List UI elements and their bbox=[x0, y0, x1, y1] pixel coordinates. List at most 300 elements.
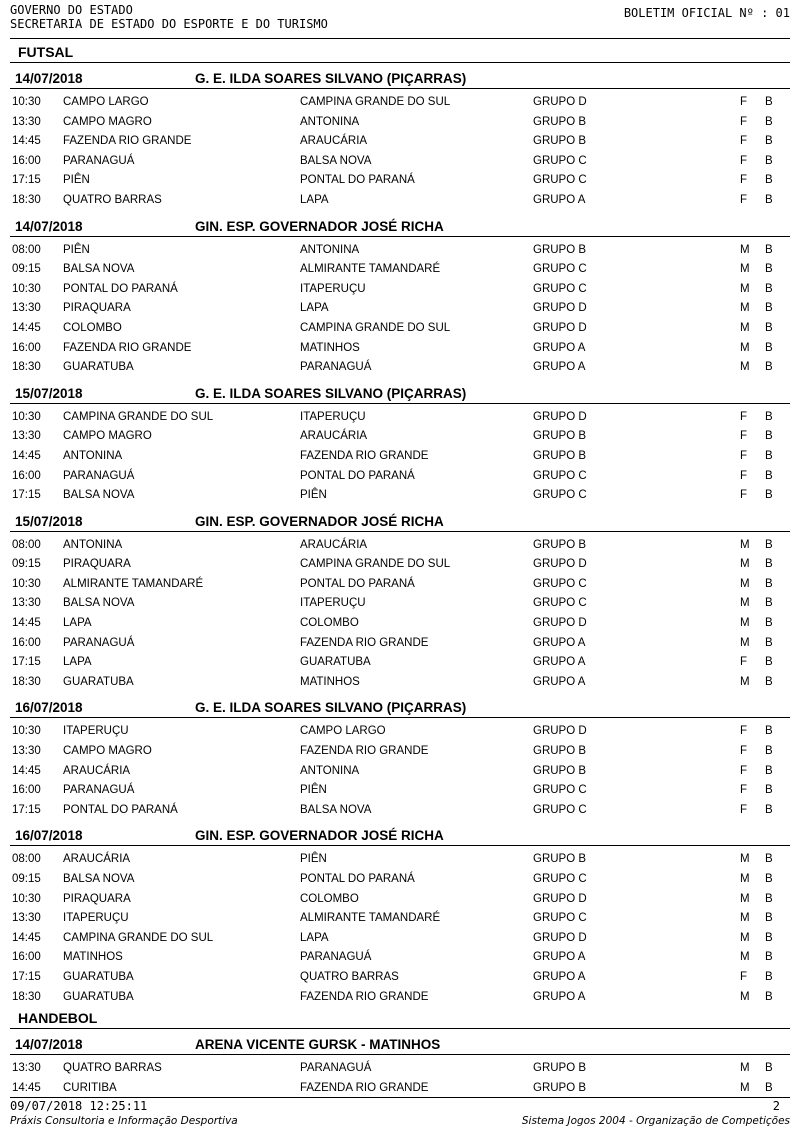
game-away-team: PONTAL DO PARANÁ bbox=[300, 577, 415, 590]
game-group: GRUPO C bbox=[533, 154, 587, 167]
game-away-team: FAZENDA RIO GRANDE bbox=[300, 1081, 429, 1094]
game-home-team: LAPA bbox=[63, 656, 92, 669]
game-home-team: CAMPO MAGRO bbox=[63, 745, 152, 758]
game-gender: M bbox=[740, 853, 750, 866]
day-venue: G. E. ILDA SOARES SILVANO (PIÇARRAS) bbox=[195, 700, 467, 716]
game-gender: F bbox=[740, 174, 748, 187]
game-group: GRUPO A bbox=[533, 675, 586, 688]
game-away-team: PONTAL DO PARANÁ bbox=[300, 174, 415, 187]
game-group: GRUPO C bbox=[533, 577, 587, 590]
game-category: B bbox=[765, 135, 773, 148]
game-row bbox=[10, 408, 790, 428]
day-date: 16/07/2018 bbox=[15, 828, 83, 844]
game-away-team: CAMPINA GRANDE DO SUL bbox=[300, 96, 451, 108]
game-category: B bbox=[765, 912, 773, 925]
game-home-team: PIÊN bbox=[63, 174, 90, 187]
game-away-team: ARAUCÁRIA bbox=[300, 538, 368, 551]
game-home-team: PARANAGUÁ bbox=[63, 469, 135, 482]
header-government: GOVERNO DO ESTADO bbox=[10, 3, 133, 17]
game-category: B bbox=[765, 538, 773, 551]
game-row bbox=[10, 280, 790, 300]
game-time: 13:30 bbox=[12, 597, 41, 610]
game-home-team: ITAPERUÇU bbox=[63, 725, 129, 738]
game-home-team: PIRAQUARA bbox=[63, 302, 131, 315]
game-category: B bbox=[765, 951, 773, 964]
game-away-team: PIÊN bbox=[300, 853, 327, 866]
game-group: GRUPO D bbox=[533, 321, 587, 334]
day-block bbox=[10, 69, 790, 211]
game-group: GRUPO A bbox=[533, 970, 586, 983]
game-group: GRUPO A bbox=[533, 990, 586, 1003]
sport-title: FUTSAL bbox=[10, 41, 790, 63]
game-category: B bbox=[765, 617, 773, 630]
game-category: B bbox=[765, 302, 773, 315]
game-row bbox=[10, 870, 790, 890]
game-home-team: CAMPO LARGO bbox=[63, 96, 149, 108]
game-home-team: COLOMBO bbox=[63, 321, 122, 334]
game-home-team: PARANAGUÁ bbox=[63, 154, 135, 167]
game-away-team: LAPA bbox=[300, 193, 329, 206]
schedule-content bbox=[10, 41, 790, 1098]
game-gender: M bbox=[740, 263, 750, 276]
game-time: 10:30 bbox=[12, 725, 41, 738]
game-time: 10:30 bbox=[12, 892, 41, 905]
game-category: B bbox=[765, 892, 773, 905]
game-time: 08:00 bbox=[12, 538, 41, 551]
game-group: GRUPO C bbox=[533, 912, 587, 925]
game-gender: M bbox=[740, 675, 750, 688]
game-group: GRUPO D bbox=[533, 302, 587, 315]
game-gender: F bbox=[740, 193, 748, 206]
game-row bbox=[10, 132, 790, 152]
game-time: 09:15 bbox=[12, 873, 41, 885]
game-group: GRUPO A bbox=[533, 193, 586, 206]
game-away-team: PIÊN bbox=[300, 489, 327, 502]
game-group: GRUPO B bbox=[533, 538, 587, 551]
game-row bbox=[10, 555, 790, 575]
game-time: 17:15 bbox=[12, 174, 41, 187]
game-group: GRUPO C bbox=[533, 597, 587, 610]
game-away-team: ITAPERUÇU bbox=[300, 410, 366, 423]
game-group: GRUPO D bbox=[533, 558, 587, 571]
game-category: B bbox=[765, 970, 773, 983]
game-away-team: ANTONINA bbox=[300, 764, 360, 777]
game-category: B bbox=[765, 597, 773, 610]
header-divider bbox=[10, 38, 790, 39]
game-row bbox=[10, 948, 790, 968]
game-category: B bbox=[765, 577, 773, 590]
game-gender: M bbox=[740, 892, 750, 905]
game-row bbox=[10, 742, 790, 762]
game-home-team: BALSA NOVA bbox=[63, 489, 135, 502]
game-away-team: CAMPO LARGO bbox=[300, 725, 386, 738]
game-time: 14:45 bbox=[12, 931, 41, 944]
game-away-team: ARAUCÁRIA bbox=[300, 135, 368, 148]
game-category: B bbox=[765, 115, 773, 128]
game-group: GRUPO D bbox=[533, 410, 587, 423]
game-group: GRUPO A bbox=[533, 361, 586, 374]
game-category: B bbox=[765, 558, 773, 571]
game-home-team: GUARATUBA bbox=[63, 970, 134, 983]
game-gender: M bbox=[740, 302, 750, 315]
game-group: GRUPO D bbox=[533, 617, 587, 630]
game-category: B bbox=[765, 174, 773, 187]
game-away-team: ANTONINA bbox=[300, 115, 360, 128]
game-home-team: CAMPO MAGRO bbox=[63, 115, 152, 128]
game-time: 18:30 bbox=[12, 193, 41, 206]
game-group: GRUPO C bbox=[533, 489, 587, 502]
game-group: GRUPO C bbox=[533, 282, 587, 295]
game-home-team: FAZENDA RIO GRANDE bbox=[63, 135, 192, 148]
game-category: B bbox=[765, 361, 773, 374]
game-time: 17:15 bbox=[12, 803, 41, 816]
game-row bbox=[10, 653, 790, 673]
game-home-team: ARAUCÁRIA bbox=[63, 853, 131, 866]
game-row bbox=[10, 536, 790, 556]
game-time: 14:45 bbox=[12, 135, 41, 148]
game-time: 10:30 bbox=[12, 282, 41, 295]
game-group: GRUPO C bbox=[533, 469, 587, 482]
game-home-team: CAMPINA GRANDE DO SUL bbox=[63, 410, 214, 423]
game-home-team: QUATRO BARRAS bbox=[63, 1062, 162, 1075]
game-gender: M bbox=[740, 538, 750, 551]
game-group: GRUPO B bbox=[533, 135, 587, 148]
game-home-team: PONTAL DO PARANÁ bbox=[63, 803, 178, 816]
day-venue: ARENA VICENTE GURSK - MATINHOS bbox=[195, 1037, 441, 1053]
game-away-team: LAPA bbox=[300, 931, 329, 944]
game-row bbox=[10, 781, 790, 801]
day-block bbox=[10, 826, 790, 1007]
game-category: B bbox=[765, 764, 773, 777]
game-time: 16:00 bbox=[12, 784, 41, 797]
game-gender: M bbox=[740, 873, 750, 885]
game-group: GRUPO B bbox=[533, 430, 587, 443]
day-date: 15/07/2018 bbox=[15, 513, 83, 529]
day-block bbox=[10, 512, 790, 693]
game-category: B bbox=[765, 243, 773, 256]
game-time: 18:30 bbox=[12, 990, 41, 1003]
game-time: 16:00 bbox=[12, 341, 41, 354]
game-time: 16:00 bbox=[12, 951, 41, 964]
game-category: B bbox=[765, 873, 773, 885]
game-time: 13:30 bbox=[12, 115, 41, 128]
game-group: GRUPO B bbox=[533, 449, 587, 462]
day-venue: GIN. ESP. GOVERNADOR JOSÉ RICHA bbox=[195, 513, 444, 529]
game-row bbox=[10, 909, 790, 929]
day-header bbox=[10, 512, 790, 532]
game-gender: F bbox=[740, 410, 748, 423]
game-row bbox=[10, 801, 790, 821]
game-group: GRUPO A bbox=[533, 636, 586, 649]
day-block bbox=[10, 698, 790, 820]
game-away-team: ANTONINA bbox=[300, 243, 360, 256]
game-gender: M bbox=[740, 951, 750, 964]
game-home-team: GUARATUBA bbox=[63, 361, 134, 374]
game-category: B bbox=[765, 321, 773, 334]
game-away-team: COLOMBO bbox=[300, 892, 359, 905]
game-gender: M bbox=[740, 243, 750, 256]
game-group: GRUPO C bbox=[533, 174, 587, 187]
header-bulletin-number: BOLETIM OFICIAL Nº : 01 bbox=[623, 6, 790, 20]
game-category: B bbox=[765, 193, 773, 206]
game-gender: F bbox=[740, 725, 748, 738]
game-gender: M bbox=[740, 361, 750, 374]
page-footer bbox=[10, 1097, 790, 1130]
game-row bbox=[10, 358, 790, 378]
game-away-team: BALSA NOVA bbox=[300, 154, 372, 167]
game-row bbox=[10, 113, 790, 133]
game-time: 10:30 bbox=[12, 410, 41, 423]
game-away-team: BALSA NOVA bbox=[300, 803, 372, 816]
game-gender: M bbox=[740, 597, 750, 610]
game-gender: M bbox=[740, 321, 750, 334]
game-group: GRUPO B bbox=[533, 115, 587, 128]
game-time: 14:45 bbox=[12, 321, 41, 334]
game-away-team: FAZENDA RIO GRANDE bbox=[300, 990, 429, 1003]
game-away-team: PONTAL DO PARANÁ bbox=[300, 873, 415, 885]
game-category: B bbox=[765, 489, 773, 502]
game-away-team: PARANAGUÁ bbox=[300, 951, 372, 964]
game-home-team: ANTONINA bbox=[63, 538, 123, 551]
game-row bbox=[10, 850, 790, 870]
game-time: 14:45 bbox=[12, 617, 41, 630]
game-group: GRUPO B bbox=[533, 1062, 587, 1075]
page-header bbox=[10, 3, 790, 43]
game-away-team: PARANAGUÁ bbox=[300, 361, 372, 374]
game-category: B bbox=[765, 263, 773, 276]
game-category: B bbox=[765, 931, 773, 944]
game-category: B bbox=[765, 656, 773, 669]
game-group: GRUPO A bbox=[533, 656, 586, 669]
game-group: GRUPO D bbox=[533, 931, 587, 944]
game-row bbox=[10, 427, 790, 447]
game-home-team: BALSA NOVA bbox=[63, 597, 135, 610]
game-category: B bbox=[765, 1062, 773, 1075]
game-time: 17:15 bbox=[12, 489, 41, 502]
day-block bbox=[10, 1035, 790, 1098]
game-category: B bbox=[765, 282, 773, 295]
game-time: 18:30 bbox=[12, 361, 41, 374]
game-gender: M bbox=[740, 636, 750, 649]
game-gender: M bbox=[740, 990, 750, 1003]
game-row bbox=[10, 614, 790, 634]
game-row bbox=[10, 1059, 790, 1079]
game-row bbox=[10, 241, 790, 261]
game-gender: F bbox=[740, 430, 748, 443]
game-gender: M bbox=[740, 1062, 750, 1075]
game-time: 16:00 bbox=[12, 469, 41, 482]
footer-company: Práxis Consultoria e Informação Desportiva bbox=[10, 1115, 238, 1127]
game-category: B bbox=[765, 341, 773, 354]
game-time: 14:45 bbox=[12, 449, 41, 462]
game-gender: F bbox=[740, 96, 748, 108]
game-row bbox=[10, 467, 790, 487]
game-away-team: GUARATUBA bbox=[300, 656, 371, 669]
game-category: B bbox=[765, 853, 773, 866]
game-row bbox=[10, 152, 790, 172]
game-time: 13:30 bbox=[12, 302, 41, 315]
game-row bbox=[10, 673, 790, 693]
game-home-team: PONTAL DO PARANÁ bbox=[63, 282, 178, 295]
game-row bbox=[10, 890, 790, 910]
game-time: 10:30 bbox=[12, 577, 41, 590]
game-category: B bbox=[765, 154, 773, 167]
game-row bbox=[10, 93, 790, 113]
day-block bbox=[10, 384, 790, 506]
game-time: 17:15 bbox=[12, 970, 41, 983]
game-home-team: FAZENDA RIO GRANDE bbox=[63, 341, 192, 354]
game-category: B bbox=[765, 410, 773, 423]
game-gender: M bbox=[740, 912, 750, 925]
game-time: 08:00 bbox=[12, 243, 41, 256]
game-row bbox=[10, 486, 790, 506]
game-home-team: BALSA NOVA bbox=[63, 263, 135, 276]
game-away-team: FAZENDA RIO GRANDE bbox=[300, 636, 429, 649]
game-row bbox=[10, 929, 790, 949]
game-home-team: PIÊN bbox=[63, 243, 90, 256]
game-time: 13:30 bbox=[12, 1062, 41, 1075]
game-row bbox=[10, 260, 790, 280]
game-group: GRUPO C bbox=[533, 803, 587, 816]
game-category: B bbox=[765, 725, 773, 738]
game-home-team: PARANAGUÁ bbox=[63, 636, 135, 649]
game-away-team: PARANAGUÁ bbox=[300, 1062, 372, 1075]
game-time: 13:30 bbox=[12, 912, 41, 925]
game-away-team: PIÊN bbox=[300, 784, 327, 797]
game-home-team: ANTONINA bbox=[63, 449, 123, 462]
game-time: 16:00 bbox=[12, 154, 41, 167]
game-home-team: GUARATUBA bbox=[63, 990, 134, 1003]
game-row bbox=[10, 339, 790, 359]
game-time: 14:45 bbox=[12, 764, 41, 777]
game-home-team: PARANAGUÁ bbox=[63, 784, 135, 797]
day-header bbox=[10, 217, 790, 237]
game-category: B bbox=[765, 803, 773, 816]
game-row bbox=[10, 299, 790, 319]
game-time: 08:00 bbox=[12, 853, 41, 866]
game-row bbox=[10, 762, 790, 782]
game-row bbox=[10, 1079, 790, 1099]
game-gender: F bbox=[740, 115, 748, 128]
day-header bbox=[10, 384, 790, 404]
game-row bbox=[10, 988, 790, 1008]
game-row bbox=[10, 594, 790, 614]
game-group: GRUPO B bbox=[533, 853, 587, 866]
game-gender: M bbox=[740, 558, 750, 571]
game-time: 09:15 bbox=[12, 558, 41, 571]
game-gender: F bbox=[740, 154, 748, 167]
day-header bbox=[10, 826, 790, 846]
day-date: 14/07/2018 bbox=[15, 1037, 83, 1053]
game-gender: M bbox=[740, 1081, 750, 1094]
game-away-team: LAPA bbox=[300, 302, 329, 315]
game-group: GRUPO B bbox=[533, 764, 587, 777]
game-away-team: ITAPERUÇU bbox=[300, 597, 366, 610]
game-gender: F bbox=[740, 970, 748, 983]
day-date: 16/07/2018 bbox=[15, 700, 83, 716]
game-gender: M bbox=[740, 341, 750, 354]
game-group: GRUPO C bbox=[533, 873, 587, 885]
day-date: 15/07/2018 bbox=[15, 385, 83, 401]
header-secretariat: SECRETARIA DE ESTADO DO ESPORTE E DO TURISMO bbox=[10, 17, 328, 31]
day-venue: GIN. ESP. GOVERNADOR JOSÉ RICHA bbox=[195, 828, 444, 844]
game-category: B bbox=[765, 990, 773, 1003]
game-group: GRUPO A bbox=[533, 951, 586, 964]
game-gender: F bbox=[740, 449, 748, 462]
game-gender: F bbox=[740, 803, 748, 816]
game-time: 09:15 bbox=[12, 263, 41, 276]
game-gender: M bbox=[740, 617, 750, 630]
game-group: GRUPO B bbox=[533, 1081, 587, 1094]
game-group: GRUPO B bbox=[533, 745, 587, 758]
game-gender: F bbox=[740, 469, 748, 482]
game-home-team: ITAPERUÇU bbox=[63, 912, 129, 925]
game-away-team: MATINHOS bbox=[300, 675, 360, 688]
game-group: GRUPO C bbox=[533, 784, 587, 797]
game-gender: F bbox=[740, 745, 748, 758]
game-gender: M bbox=[740, 931, 750, 944]
game-away-team: ARAUCÁRIA bbox=[300, 430, 368, 443]
day-header bbox=[10, 1035, 790, 1055]
game-group: GRUPO A bbox=[533, 341, 586, 354]
game-category: B bbox=[765, 430, 773, 443]
game-home-team: ARAUCÁRIA bbox=[63, 764, 131, 777]
sport-title: HANDEBOL bbox=[10, 1007, 790, 1029]
game-away-team: COLOMBO bbox=[300, 617, 359, 630]
game-category: B bbox=[765, 449, 773, 462]
game-time: 13:30 bbox=[12, 745, 41, 758]
game-row bbox=[10, 968, 790, 988]
game-row bbox=[10, 722, 790, 742]
footer-system: Sistema Jogos 2004 - Organização de Competições bbox=[521, 1115, 790, 1127]
game-home-team: QUATRO BARRAS bbox=[63, 193, 162, 206]
game-away-team: ALMIRANTE TAMANDARÉ bbox=[300, 912, 441, 925]
footer-timestamp: 09/07/2018 12:25:11 bbox=[10, 1099, 148, 1113]
day-header bbox=[10, 69, 790, 89]
game-away-team: FAZENDA RIO GRANDE bbox=[300, 745, 429, 758]
game-row bbox=[10, 575, 790, 595]
game-away-team: ITAPERUÇU bbox=[300, 282, 366, 295]
game-away-team: ALMIRANTE TAMANDARÉ bbox=[300, 263, 441, 276]
game-home-team: LAPA bbox=[63, 617, 92, 630]
game-gender: F bbox=[740, 764, 748, 777]
game-away-team: CAMPINA GRANDE DO SUL bbox=[300, 558, 451, 571]
game-group: GRUPO B bbox=[533, 243, 587, 256]
game-group: GRUPO C bbox=[533, 263, 587, 276]
game-time: 14:45 bbox=[12, 1081, 41, 1094]
day-date: 14/07/2018 bbox=[15, 218, 83, 234]
game-category: B bbox=[765, 784, 773, 797]
game-home-team: GUARATUBA bbox=[63, 675, 134, 688]
game-time: 17:15 bbox=[12, 656, 41, 669]
game-time: 16:00 bbox=[12, 636, 41, 649]
game-category: B bbox=[765, 636, 773, 649]
game-category: B bbox=[765, 1081, 773, 1094]
game-home-team: CURITIBA bbox=[63, 1081, 117, 1094]
game-gender: F bbox=[740, 135, 748, 148]
game-gender: F bbox=[740, 489, 748, 502]
game-time: 18:30 bbox=[12, 675, 41, 688]
game-category: B bbox=[765, 675, 773, 688]
game-category: B bbox=[765, 745, 773, 758]
game-home-team: BALSA NOVA bbox=[63, 873, 135, 885]
game-home-team: MATINHOS bbox=[63, 951, 123, 964]
game-group: GRUPO D bbox=[533, 96, 587, 108]
game-home-team: CAMPO MAGRO bbox=[63, 430, 152, 443]
game-away-team: MATINHOS bbox=[300, 341, 360, 354]
game-gender: M bbox=[740, 577, 750, 590]
game-row bbox=[10, 319, 790, 339]
